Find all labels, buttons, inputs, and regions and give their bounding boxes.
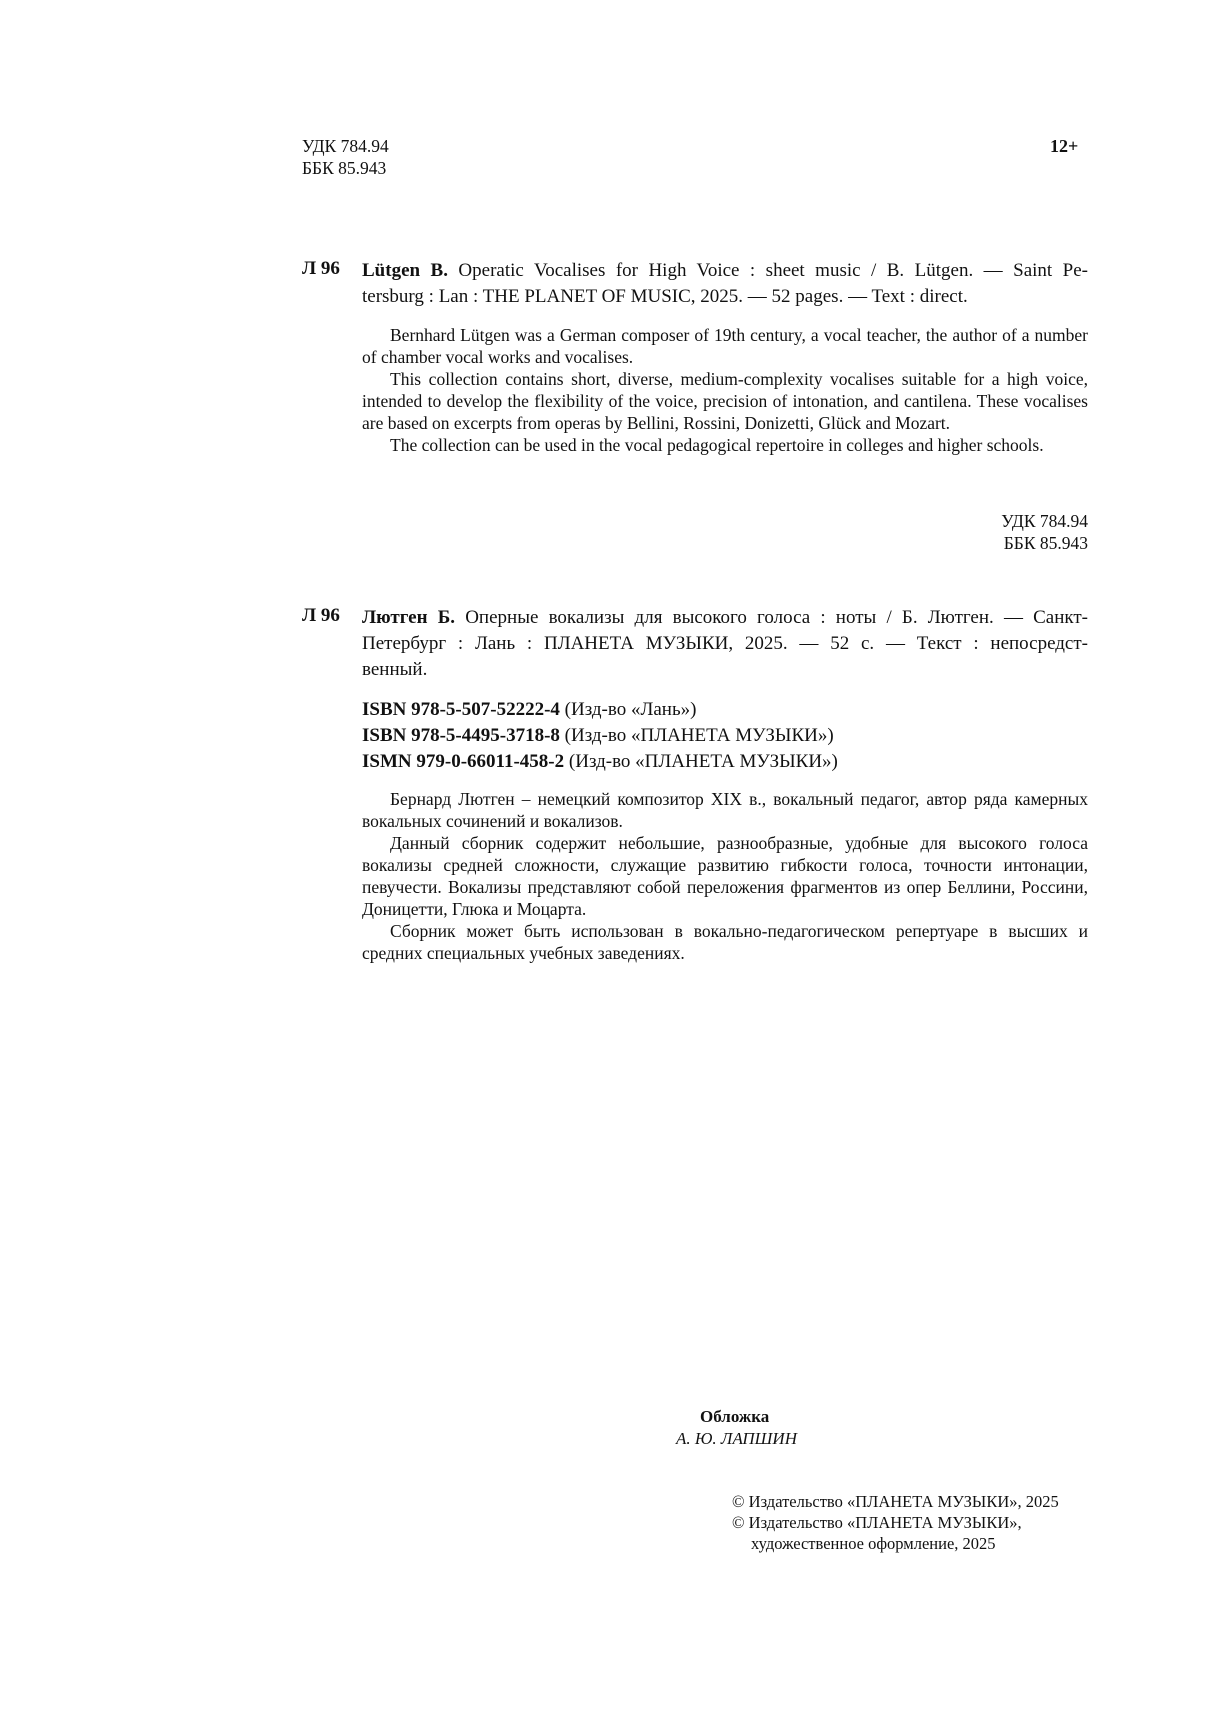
bibliographic-entry-en <box>362 258 1088 310</box>
annotation-paragraph: This collection contains short, diverse, medium-complexity vocalises suitable for a high voice, intended to develop the flexibility of the voice, precision of intonation, and cantilena. These vocalises are based on excerpts from operas by Bellini, Rossini, Donizetti, Glück and Mozart. <box>362 369 1088 433</box>
annotation-paragraph: Бернард Лютген – немецкий композитор XIX в., вокальный педагог, автор ряда камерных вокальных сочинений и вокализов. <box>362 789 1088 831</box>
identifier-list <box>362 697 838 775</box>
bbk-code: ББК 85.943 <box>1003 533 1088 553</box>
author-mark-ru: Л 96 <box>302 605 340 626</box>
udk-code: УДК 784.94 <box>1001 511 1088 531</box>
ismn-number: ISMN 979-0-66011-458-2 <box>362 751 565 772</box>
publisher-name: (Изд-во «ПЛАНЕТА МУЗЫКИ») <box>568 751 838 772</box>
entry-imprint-en: tersburg : Lan : THE PLANET OF MUSIC, 2025. — 52 pages. — Text : direct. <box>362 286 968 307</box>
udk-code: УДК 784.94 <box>302 136 389 156</box>
author-name-ru: Лютген Б. <box>362 607 456 628</box>
cover-artist-name: А. Ю. ЛАПШИН <box>676 1429 797 1448</box>
classification-top <box>302 135 389 179</box>
isbn-number: ISBN 978-5-4495-3718-8 <box>362 725 560 746</box>
cover-credit-label: Обложка <box>700 1407 770 1426</box>
entry-title-ru: Оперные вокализы для высокого голоса : ноты / Б. Лютген. — Санкт- <box>465 607 1089 628</box>
author-name-en: Lütgen B. <box>362 260 448 281</box>
annotation-ru <box>362 788 1088 964</box>
publisher-name: (Изд-во «Лань») <box>564 699 697 720</box>
entry-title-en: Operatic Vocalises for High Voice : sheet music / B. Lütgen. — Saint Pe- <box>458 260 1088 281</box>
annotation-paragraph: Сборник может быть использован в вокально-педагогическом репертуаре в высших и средних специальных учебных заведениях. <box>362 921 1088 963</box>
entry-imprint-ru: Петербург : Лань : ПЛАНЕТА МУЗЫКИ, 2025. — 52 с. — Текст : непосредст- <box>362 633 1088 654</box>
annotation-paragraph: The collection can be used in the vocal pedagogical repertoire in colleges and higher schools. <box>390 435 1044 455</box>
identifier-row <box>362 697 838 723</box>
bbk-code: ББК 85.943 <box>302 158 387 178</box>
classification-en <box>900 510 1088 554</box>
age-rating: 12+ <box>1050 136 1079 156</box>
copyright-block <box>732 1491 1059 1554</box>
isbn-number: ISBN 978-5-507-52222-4 <box>362 699 560 720</box>
annotation-paragraph: Bernhard Lütgen was a German composer of 19th century, a vocal teacher, the author of a number of chamber vocal works and vocalises. <box>362 325 1088 367</box>
bibliographic-entry-ru <box>362 605 1088 683</box>
identifier-row <box>362 749 838 775</box>
copyright-line: © Издательство «ПЛАНЕТА МУЗЫКИ», 2025 <box>732 1492 1059 1511</box>
annotation-en <box>362 324 1088 456</box>
publisher-name: (Изд-во «ПЛАНЕТА МУЗЫКИ») <box>564 725 834 746</box>
author-mark-en: Л 96 <box>302 258 340 279</box>
copyright-line: © Издательство «ПЛАНЕТА МУЗЫКИ», <box>732 1513 1022 1532</box>
annotation-paragraph: Данный сборник содержит небольшие, разнообразные, удобные для высокого голоса вокализы средней сложности, служащие развитию гибкости голоса, точности интонации, певучести. Вокализы представляют собой переложения фрагментов из опер Беллини, Россини, Доницетти, Глюка и Моцарта. <box>362 833 1088 919</box>
entry-imprint-ru-end: венный. <box>362 659 428 680</box>
copyright-line: художественное оформление, 2025 <box>751 1534 996 1553</box>
identifier-row <box>362 723 838 749</box>
